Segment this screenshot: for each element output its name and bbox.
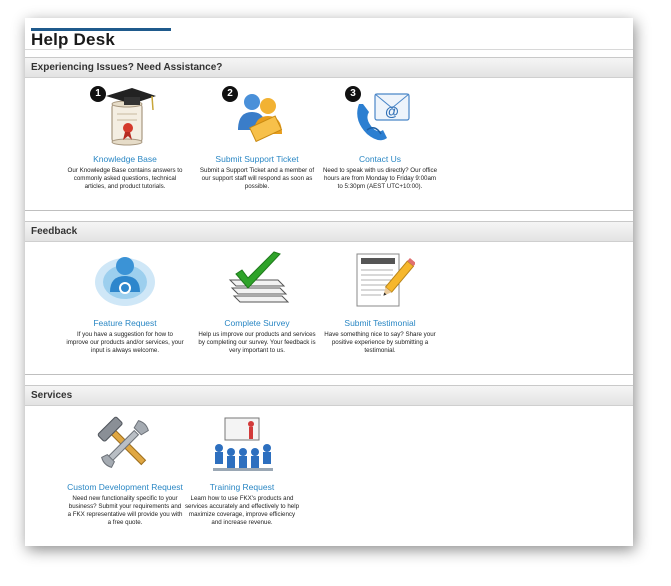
training-presentation-icon [207,412,277,476]
item-submit-support-ticket [192,84,322,191]
item-description: Need to speak with us directly? Our office hours are from Monday to Friday 9:00am to 5:30pm (AEST UTC+10:00). [322,167,438,190]
item-description: Have something nice to say? Share your positive experience by submitting a testimonial. [324,331,436,354]
section-body [25,406,633,546]
item-description: Our Knowledge Base contains answers to commonly asked questions, technical articles, and product tutorials. [67,167,183,190]
survey-checkmark-icon [222,248,292,312]
section-services [25,385,633,546]
page-title: Help Desk [31,30,116,49]
help-desk-window [25,18,633,546]
item-description: Submit a Support Ticket and a member of our support staff will respond as soon as possible. [199,167,315,190]
item-contact-us [315,84,445,191]
section-assistance [25,57,633,211]
step-number-badge: 2 [222,86,238,102]
step-number-badge: 1 [90,86,106,102]
submit-support-ticket-link[interactable]: Submit Support Ticket [215,154,299,164]
section-body [25,242,633,375]
section-heading: Services [25,386,633,406]
submit-testimonial-link[interactable]: Submit Testimonial [344,318,416,328]
testimonial-pencil-icon [345,248,415,312]
feature-request-link[interactable]: Feature Request [93,318,157,328]
section-heading: Feedback [25,222,633,242]
user-bubble-icon [90,248,160,312]
item-description: Need new functionality specific to your business? Submit your requirements and a FKX representative will provide you with a free quote. [67,495,183,526]
item-complete-survey [192,248,322,355]
knowledge-base-link[interactable]: Knowledge Base [93,154,157,164]
section-body [25,78,633,211]
training-request-link[interactable]: Training Request [209,482,275,492]
item-description: If you have a suggestion for how to improve our products and/or services, your input is always welcome. [66,331,184,354]
item-description: Help us improve our products and services by completing our survey. Your feedback is very important to us. [198,331,316,354]
contact-us-link[interactable]: Contact Us [358,154,402,164]
step-number-badge: 3 [345,86,361,102]
custom-development-request-link[interactable]: Custom Development Request [67,482,183,492]
item-training-request [177,412,307,527]
section-feedback [25,221,633,375]
title-divider [25,49,633,50]
item-submit-testimonial [315,248,445,355]
support-ticket-users-icon [222,84,292,148]
svg-text:@: @ [385,103,399,119]
graduation-cap-scroll-icon [90,84,160,148]
hammer-wrench-icon [90,412,160,476]
phone-email-icon [345,84,415,148]
complete-survey-link[interactable]: Complete Survey [224,318,290,328]
section-heading: Experiencing Issues? Need Assistance? [25,58,633,78]
item-description: Learn how to use FKX's products and services accurately and effectively to help maximize coverage, improve efficiency and increase revenue. [184,495,300,526]
item-feature-request [60,248,190,355]
item-knowledge-base [60,84,190,191]
